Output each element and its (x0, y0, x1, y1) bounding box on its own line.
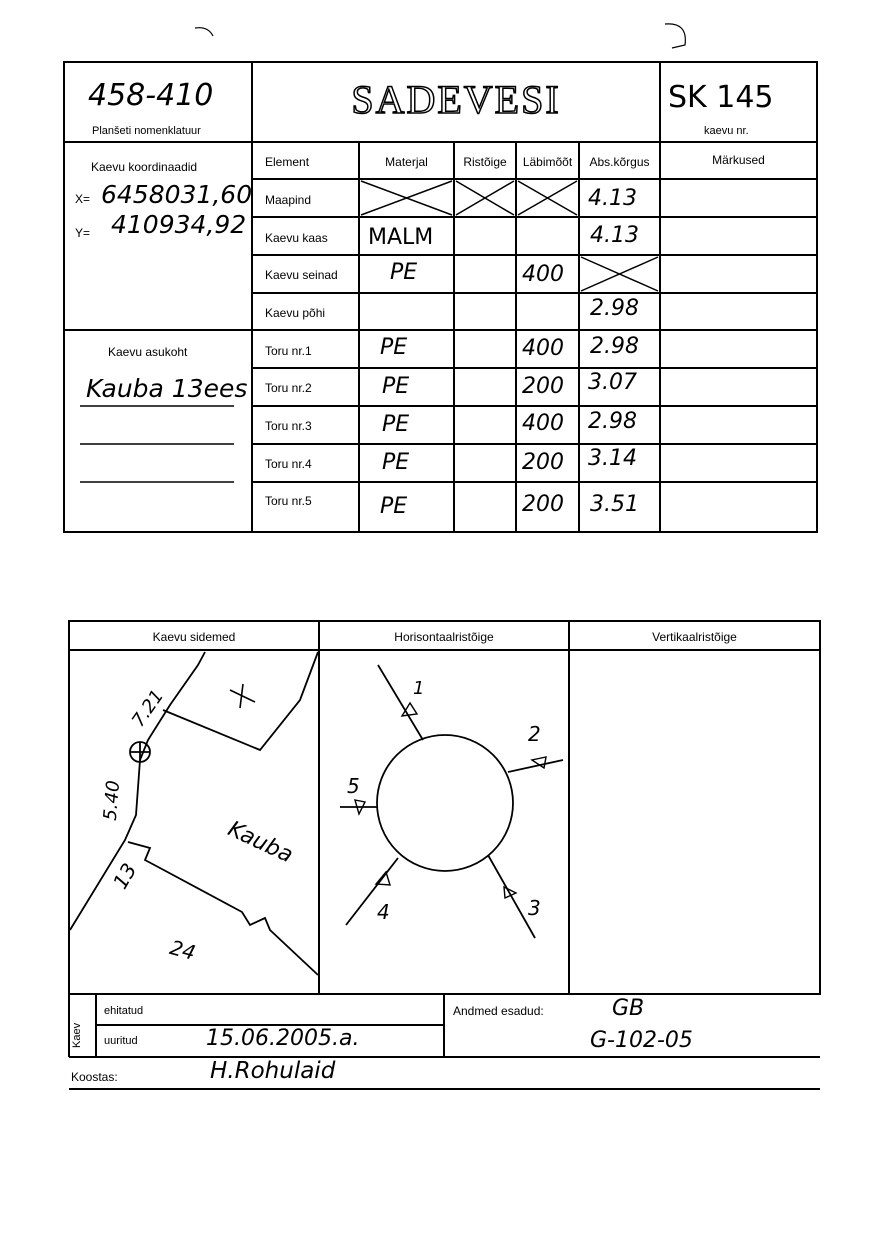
row-2-material: PE (390, 260, 418, 285)
surveyed-value: 15.06.2005.a. (206, 1026, 360, 1051)
header-notes: Märkused (712, 153, 765, 167)
location-value: Kauba 13ees (86, 374, 248, 403)
row-1-material: MALM (368, 225, 434, 250)
header-cross-section: Ristõige (463, 155, 507, 169)
row-2-diameter: 400 (522, 262, 564, 287)
row-2-element: Kaevu seinad (265, 268, 338, 282)
header-diameter: Läbimõõt (522, 155, 573, 169)
row-0-height: 4.13 (588, 186, 637, 211)
house-number-24: 24 (167, 935, 199, 965)
row-3-height: 2.98 (590, 296, 639, 321)
well-number-value: SK 145 (668, 80, 774, 115)
house-number-13: 13 (107, 858, 142, 894)
pipe-number-1: 1 (413, 678, 425, 699)
well-outline-circle (377, 735, 513, 871)
row-5-element: Toru nr.2 (265, 381, 312, 395)
row-7-height: 3.14 (588, 446, 637, 471)
header-abs-height: Abs.kõrgus (589, 155, 650, 169)
row-7-diameter: 200 (522, 450, 564, 475)
data-supplied-label: Andmed esadud: (453, 1004, 544, 1018)
punch-hole-mark-right (665, 24, 685, 48)
data-supplied-value-2: G-102-05 (590, 1028, 693, 1053)
row-4-element: Toru nr.1 (265, 344, 312, 358)
nomenclature-label: Planšeti nomenklatuur (92, 125, 201, 137)
data-supplied-value-1: GB (612, 996, 645, 1021)
row-4-material: PE (380, 335, 408, 360)
compiled-by-label: Koostas: (71, 1070, 118, 1084)
row-8-height: 3.51 (590, 492, 639, 517)
nomenclature-value: 458-410 (88, 78, 214, 113)
compiled-by-value: H.Rohulaid (210, 1058, 336, 1084)
row-6-element: Toru nr.3 (265, 419, 312, 433)
vertical-section-header: Vertikaalristõige (652, 630, 737, 644)
row-4-diameter: 400 (522, 336, 564, 361)
row-7-element: Toru nr.4 (265, 457, 312, 471)
row-3-element: Kaevu põhi (265, 306, 326, 320)
well-side-label: Kaev (71, 1022, 83, 1048)
row-5-diameter: 200 (522, 374, 564, 399)
x-coordinate-value: 6458031,60 (101, 180, 253, 209)
coordinates-label: Kaevu koordinaadid (91, 160, 198, 174)
horizontal-section-header: Horisontaalristõige (394, 630, 494, 644)
row-0-element: Maapind (265, 193, 312, 207)
row-1-height: 4.13 (590, 223, 639, 248)
row-5-height: 3.07 (588, 370, 637, 395)
row-1-element: Kaevu kaas (265, 231, 328, 245)
ties-header: Kaevu sidemed (152, 630, 236, 644)
street-name-label: Kauba (223, 816, 297, 869)
row-5-material: PE (382, 374, 410, 399)
y-coordinate-value: 410934,92 (111, 210, 247, 239)
y-coordinate-label: Y= (75, 226, 91, 240)
built-label: ehitatud (104, 1005, 144, 1017)
row-6-diameter: 400 (522, 411, 564, 436)
row-6-height: 2.98 (588, 409, 637, 434)
row-8-element: Toru nr.5 (265, 494, 312, 508)
well-number-label: kaevu nr. (704, 125, 749, 137)
location-label: Kaevu asukoht (108, 345, 188, 359)
row-8-diameter: 200 (522, 492, 564, 517)
tie-distance-top: 7.21 (127, 686, 169, 731)
header-material: Materjal (385, 155, 428, 169)
form-title: SADEVESI (351, 77, 561, 122)
header-element: Element (265, 155, 310, 169)
tie-distance-left: 5.40 (99, 779, 125, 822)
pipe-number-5: 5 (347, 774, 360, 798)
row-7-material: PE (382, 450, 410, 475)
punch-hole-mark-left (195, 28, 213, 36)
pipe-number-4: 4 (377, 900, 390, 924)
building-roman-numeral-strokes (230, 684, 255, 708)
pipe-number-3: 3 (528, 896, 541, 920)
pipe-number-2: 2 (528, 722, 541, 746)
row-6-material: PE (382, 412, 410, 437)
surveyed-label: uuritud (104, 1035, 138, 1047)
row-8-material: PE (380, 494, 408, 519)
x-coordinate-label: X= (75, 192, 91, 206)
row-4-height: 2.98 (590, 334, 639, 359)
